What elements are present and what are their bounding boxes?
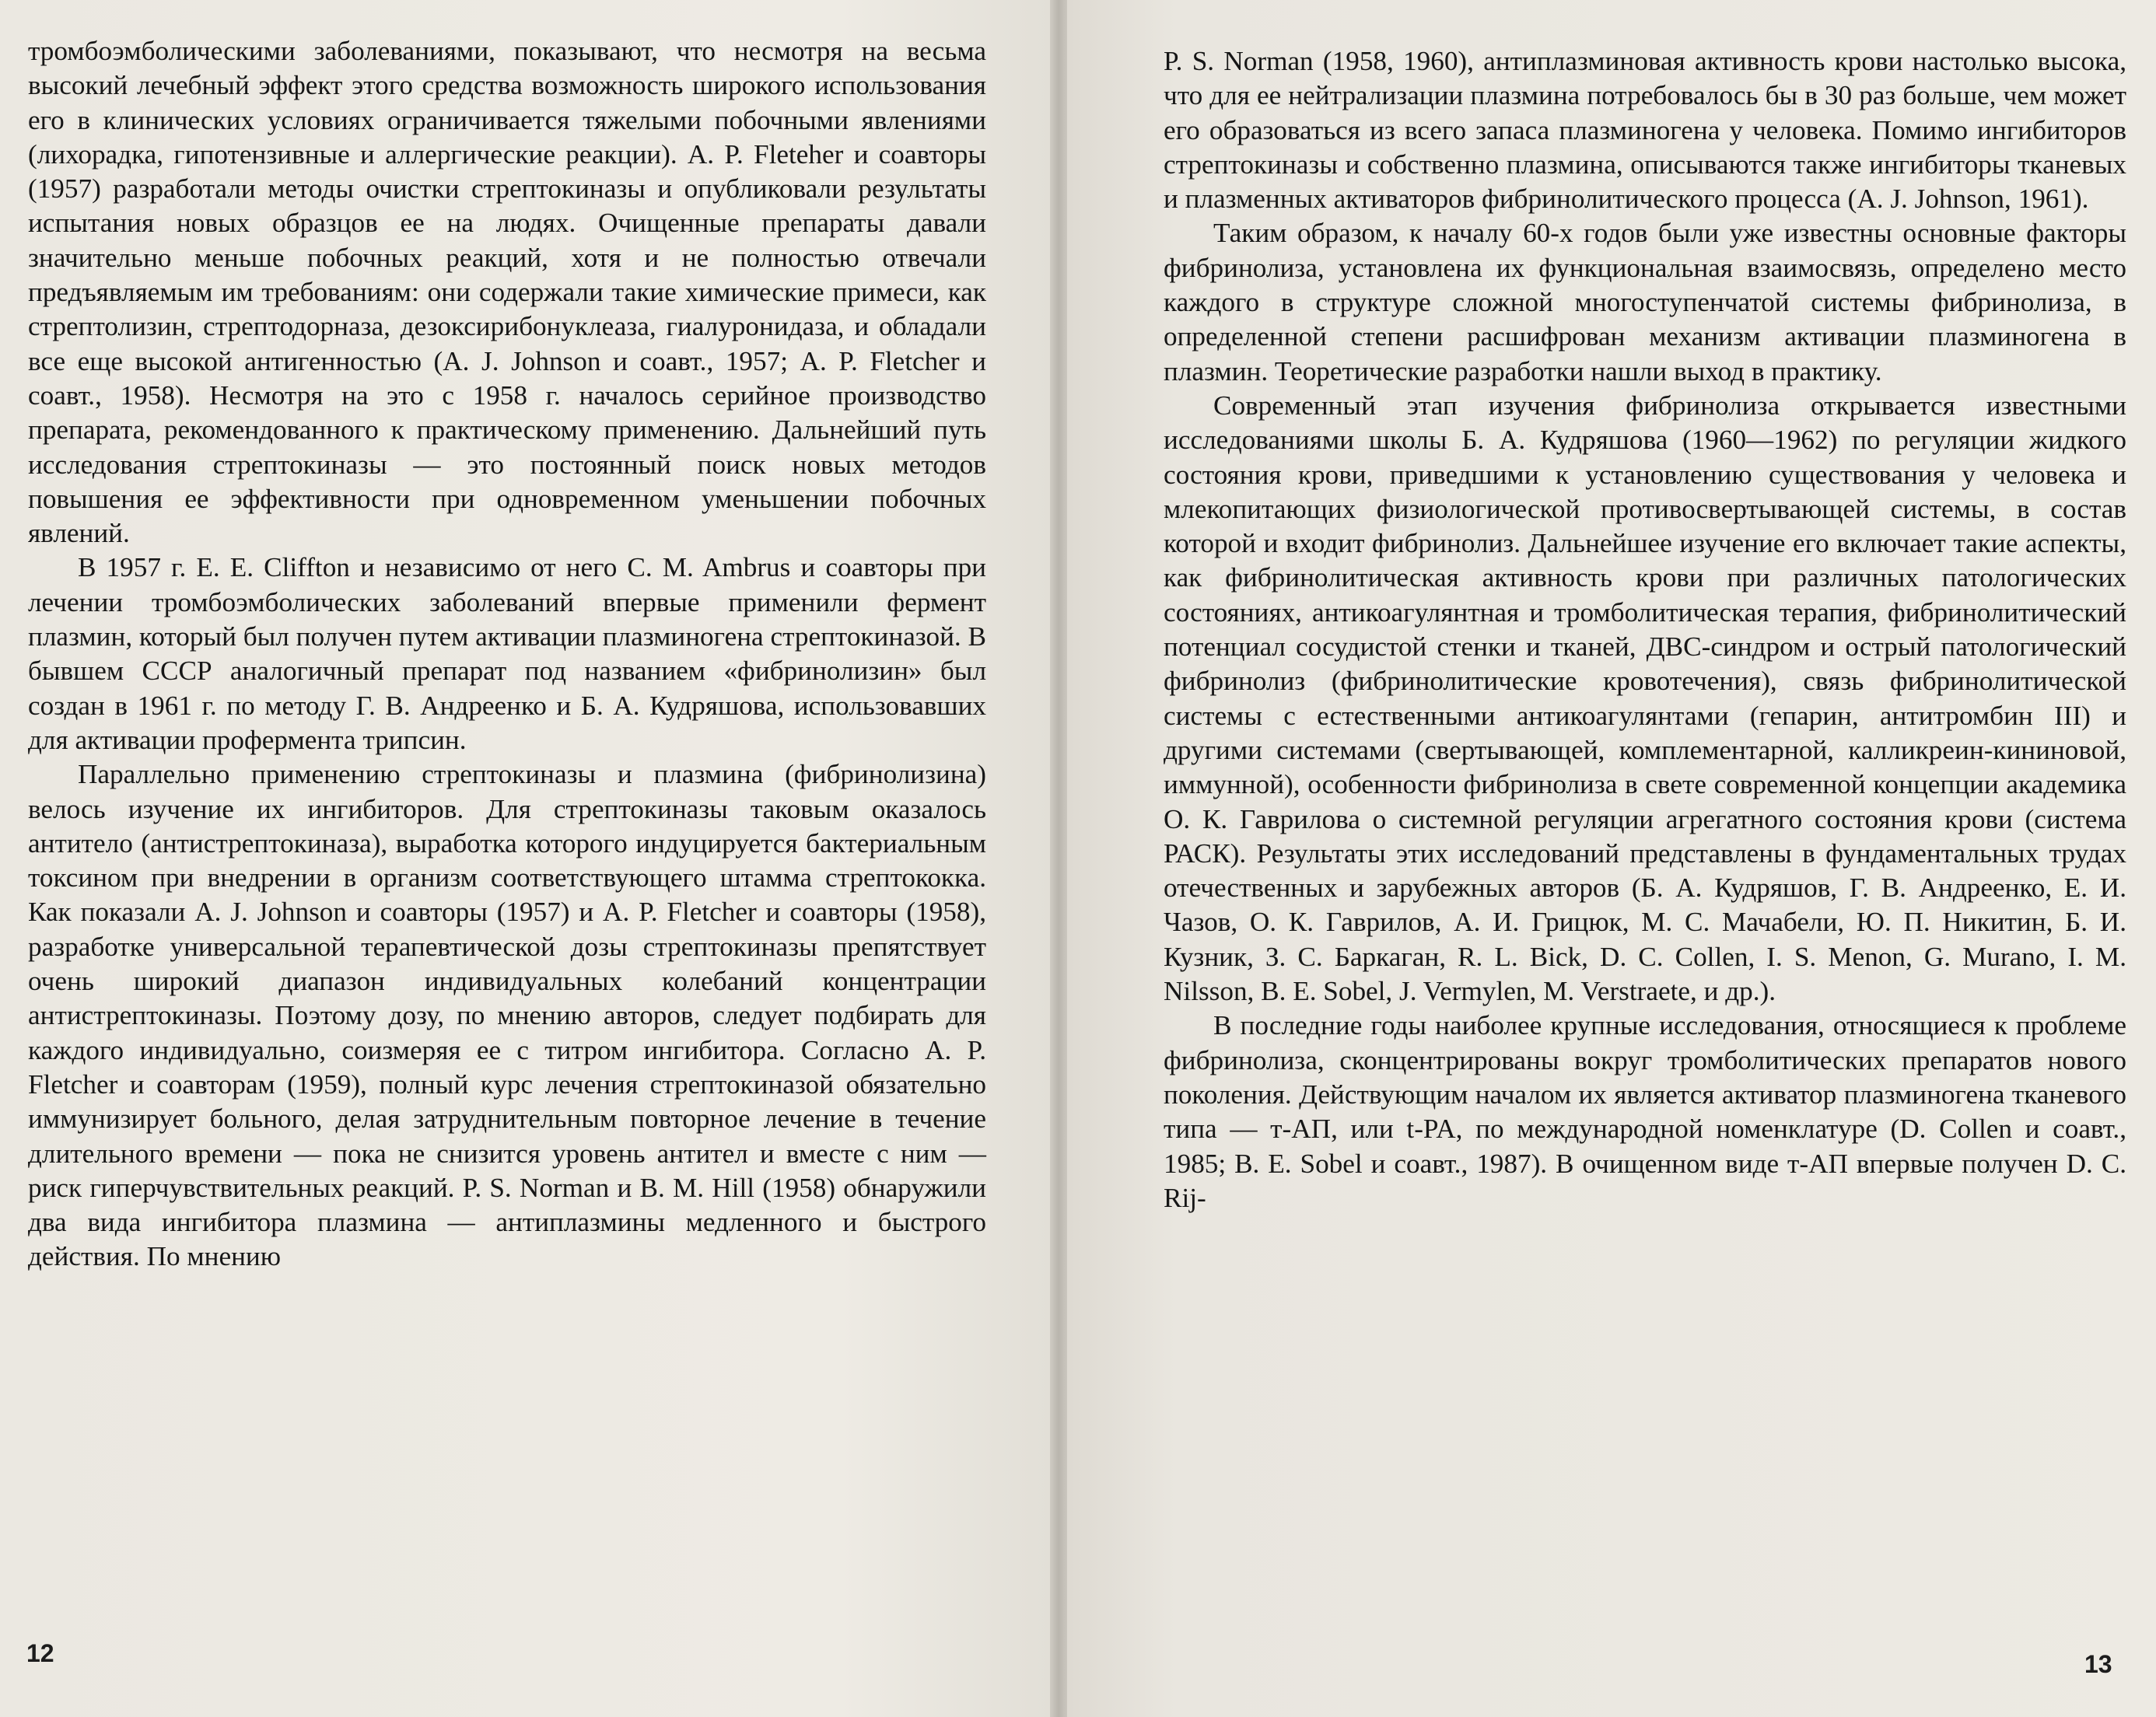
paragraph: Таким образом, к началу 60-х годов были уже известны основные факторы фибринолиза, установлена их функциональная взаимосвязь, определено место каждого в структуре сложной многоступенчатой системы фибринолиза, в определенной степени расшифрован механизм активации плазминогена в плазмин. Теоретические разработки нашли выход в практику. [1164,218,2126,386]
left-page-text [28,34,986,1275]
paragraph: В 1957 г. E. E. Cliffton и независимо от него C. M. Ambrus и соавторы при лечении тромбоэмболических заболеваний впервые применили фермент плазмин, который был получен путем активации плазминогена стрептокиназой. В бывшем СССР аналогичный препарат под названием «фибринолизин» был создан в 1961 г. по методу Г. В. Андреенко и Б. А. Кудряшова, использовавших для активации профермента трипсин. [28,552,986,755]
paragraph: P. S. Norman (1958, 1960), антиплазминовая активность крови настолько высока, что для ее нейтрализации плазмина потребовалось бы в 30 раз больше, чем может его образоваться из всего запаса плазминогена у человека. Помимо ингибиторов стрептокиназы и собственно плазмина, описываются также ингибиторы тканевых и плазменных активаторов фибринолитического процесса (A. J. Johnson, 1961). [1164,46,2126,215]
paragraph: тромбоэмболическими заболеваниями, показывают, что несмотря на весьма высокий лечебный эффект этого средства возможность широкого использования его в клинических условиях ограничивается тяжелыми побочными явлениями (лихорадка, гипотензивные и аллергические реакции). A. P. Fleteher и соавторы (1957) разработали методы очистки стрептокиназы и опубликовали результаты испытания новых образцов ее на людях. Очищенные препараты давали значительно меньше побочных реакций, хотя и не полностью отвечали предъявляемым им требованиям: они содержали такие химические примеси, как стрептолизин, стрептодорназа, дезоксирибонуклеаза, гиалуронидаза, и обладали все еще высокой антигенностью (A. J. Johnson и соавт., 1957; A. P. Fletcher и соавт., 1958). Несмотря на это с 1958 г. началось серийное производство препарата, рекомендованного к практическому применению. Дальнейший путь исследования стрептокиназы — это постоянный поиск новых методов повышения ее эффективности при одновременном уменьшении побочных явлений. [28,36,986,549]
page-number: 13 [2084,1650,2112,1678]
paragraph: Современный этап изучения фибринолиза открывается известными исследованиями школы Б. А. Кудряшова (1960—1962) по регуляции жидкого состояния крови, приведшими к установлению существования у человека и млекопитающих физиологической противосвертывающей системы, в состав которой и входит фибринолиз. Дальнейшее изучение его включает такие аспекты, как фибринолитическая активность крови при различных патологических состояниях, антикоагулянтная и тромболитическая терапия, фибринолитический потенциал сосудистой стенки и тканей, ДВС-синдром и острый патологический фибринолиз (фибринолитические кровотечения), связь фибринолитической системы с естественными антикоагулянтами (гепарин, антитромбин III) и другими системами (свертывающей, комплементарной, калликреин-кининовой, иммунной), особенности фибринолиза в свете современной концепции академика О. К. Гаврилова о системной регуляции агрегатного состояния крови (система РАСК). Результаты этих исследований представлены в фундаментальных трудах отечественных и зарубежных авторов (Б. А. Кудряшов, Г. В. Андреенко, Е. И. Чазов, О. К. Гаврилов, А. И. Грицюк, М. С. Мачабели, Ю. П. Никитин, Б. И. Кузник, З. С. Баркаган, R. L. Bick, D. C. Collen, I. S. Menon, G. Murano, I. M. Nilsson, B. E. Sobel, J. Vermylen, M. Verstraete, и др.). [1164,390,2126,1007]
book-gutter [1050,0,1067,1717]
paragraph: В последние годы наиболее крупные исследования, относящиеся к проблеме фибринолиза, сконцентрированы вокруг тромболитических препаратов нового поколения. Действующим началом их является активатор плазминогена тканевого типа — т-АП, или t-PA, по международной номенклатуре (D. Collen и соавт., 1985; B. E. Sobel и соавт., 1987). В очищенном виде т-АП впервые получен D. C. Rij- [1164,1010,2126,1213]
page-number: 12 [26,1639,54,1667]
paragraph: Параллельно применению стрептокиназы и плазмина (фибринолизина) велось изучение их ингибиторов. Для стрептокиназы таковым оказалось антитело (антистрептокиназа), выработка которого индуцируется бактериальным токсином при внедрении в организм соответствующего штамма стрептококка. Как показали A. J. Johnson и соавторы (1957) и A. P. Fletcher и соавторы (1958), разработке универсальной терапевтической дозы стрептокиназы препятствует очень широкий диапазон индивидуальных колебаний концентрации антистрептокиназы. Поэтому дозу, по мнению авторов, следует подбирать для каждого индивидуально, соизмеряя ее с титром ингибитора. Согласно A. P. Fletcher и соавторам (1959), полный курс лечения стрептокиназой обязательно иммунизирует больного, делая затруднительным повторное лечение в течение длительного времени — пока не снизится уровень антител и вместе с ним — риск гиперчувствительных реакций. P. S. Norman и B. M. Hill (1958) обнаружили два вида ингибитора плазмина — антиплазмины медленного и быстрого действия. По мнению [28,759,986,1272]
right-page-text [1164,44,2126,1215]
right-page [1067,0,2156,1717]
left-page [0,0,1050,1717]
